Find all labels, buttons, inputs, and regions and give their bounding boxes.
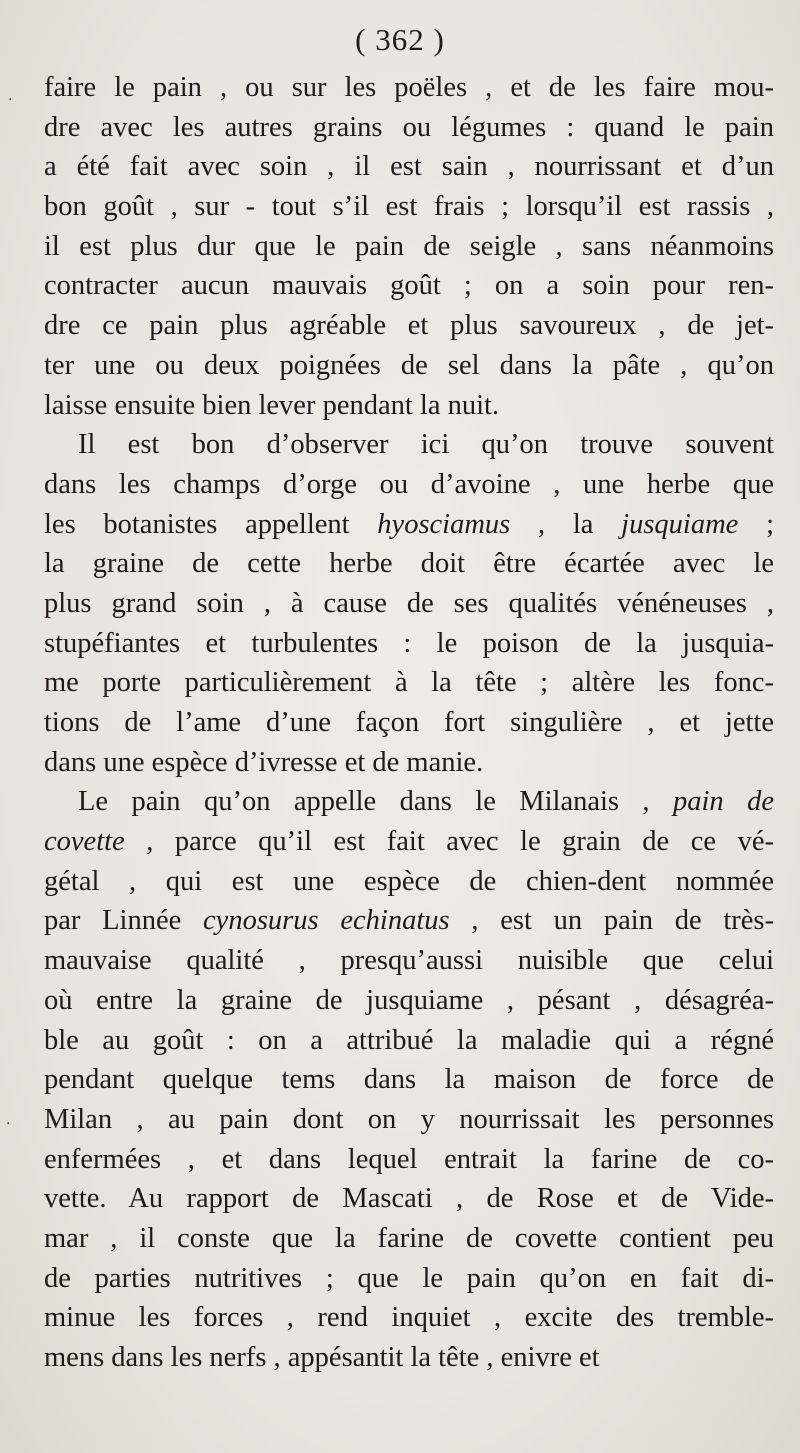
page-number: ( 362 ) [355,22,445,57]
text-line [44,901,774,941]
text-segment: les botanistes appellent [44,508,378,540]
text-line: dre avec les autres grains ou légumes : quand le pain [44,111,774,143]
text-segment: , la [510,508,622,540]
text-line: Milan , au pain dont on y nourrissait les personnes [44,1103,774,1135]
text-line: vette. Au rapport de Mascati , de Rose et de Vide- [44,1183,774,1215]
text-line [44,822,774,862]
text-line: bon goût , sur - tout s’il est frais ; lorsqu’il est rassis , [44,191,774,223]
text-segment: ; [738,508,774,540]
text-line: il est plus dur que le pain de seigle , sans néanmoins [44,230,774,262]
text-line: ter une ou deux poignées de sel dans la pâte , qu’on [44,349,774,381]
text-line: faire le pain , ou sur les poëles , et de les faire mou- [44,72,774,103]
text-segment: , est un pain de très- [449,905,774,937]
italic-term: covette [44,826,125,858]
italic-term: pain de [673,786,774,818]
text-line: enfermées , et dans lequel entrait la farine de co- [44,1143,774,1175]
text-line: stupéfiantes et turbulentes : le poison de la jusquia- [44,627,774,659]
text-line: Il est bon d’observer ici qu’on trouve souvent [78,429,774,461]
text-line: me porte particulièrement à la tête ; altère les fonc- [44,667,774,699]
text-line: mar , il conste que la farine de covette contient peu [44,1222,774,1254]
margin-dot: · [8,92,13,108]
text-line: dans une espèce d’ivresse et de manie. [44,746,484,778]
text-line: laisse ensuite bien lever pendant la nuit. [44,389,500,421]
text-segment: par Linnée [44,905,204,937]
text-line: dans les champs d’orge ou d’avoine , une herbe que [44,468,774,500]
text-line [44,505,774,545]
text-line: contracter aucun mauvais goût ; on a soin pour ren- [44,270,774,302]
italic-term: hyosciamus [377,508,511,540]
text-line: où entre la graine de jusquiame , pésant , désagréa- [44,984,774,1016]
text-line: a été fait avec soin , il est sain , nourrissant et d’un [44,151,774,183]
paragraph [44,68,774,425]
margin-dot: · [6,1116,11,1132]
text-line: plus grand soin , à cause de ses qualités vénéneuses , [44,587,774,619]
text-line: dre ce pain plus agréable et plus savoureux , de jet- [44,310,774,342]
text-line: la graine de cette herbe doit être écartée avec le [44,548,774,580]
body-text [44,68,774,1378]
text-line: ble au goût : on a attribué la maladie qui a régné [44,1024,774,1056]
text-line [44,782,774,822]
text-line: mens dans les nerfs , appésantit la tête , enivre et [44,1342,600,1373]
text-line: minue les forces , rend inquiet , excite des tremble- [44,1302,774,1334]
italic-term: cynosurus echinatus [203,905,450,937]
text-line: de parties nutritives ; que le pain qu’on en fait di- [44,1262,774,1294]
text-line: mauvaise qualité , presqu’aussi nuisible que celui [44,945,774,977]
text-line: pendant quelque tems dans la maison de force de [44,1064,774,1096]
text-segment: Le pain qu’on appelle dans le Milanais , [78,786,673,818]
italic-term: jusquiame [621,508,739,540]
paragraph [44,425,774,782]
text-line: tions de l’ame d’une façon fort singulière , et jette [44,707,774,738]
text-segment: , parce qu’il est fait avec le grain de ce vé- [124,826,774,858]
paragraph [44,782,774,1377]
text-line: gétal , qui est une espèce de chien-dent nommée [44,865,774,897]
